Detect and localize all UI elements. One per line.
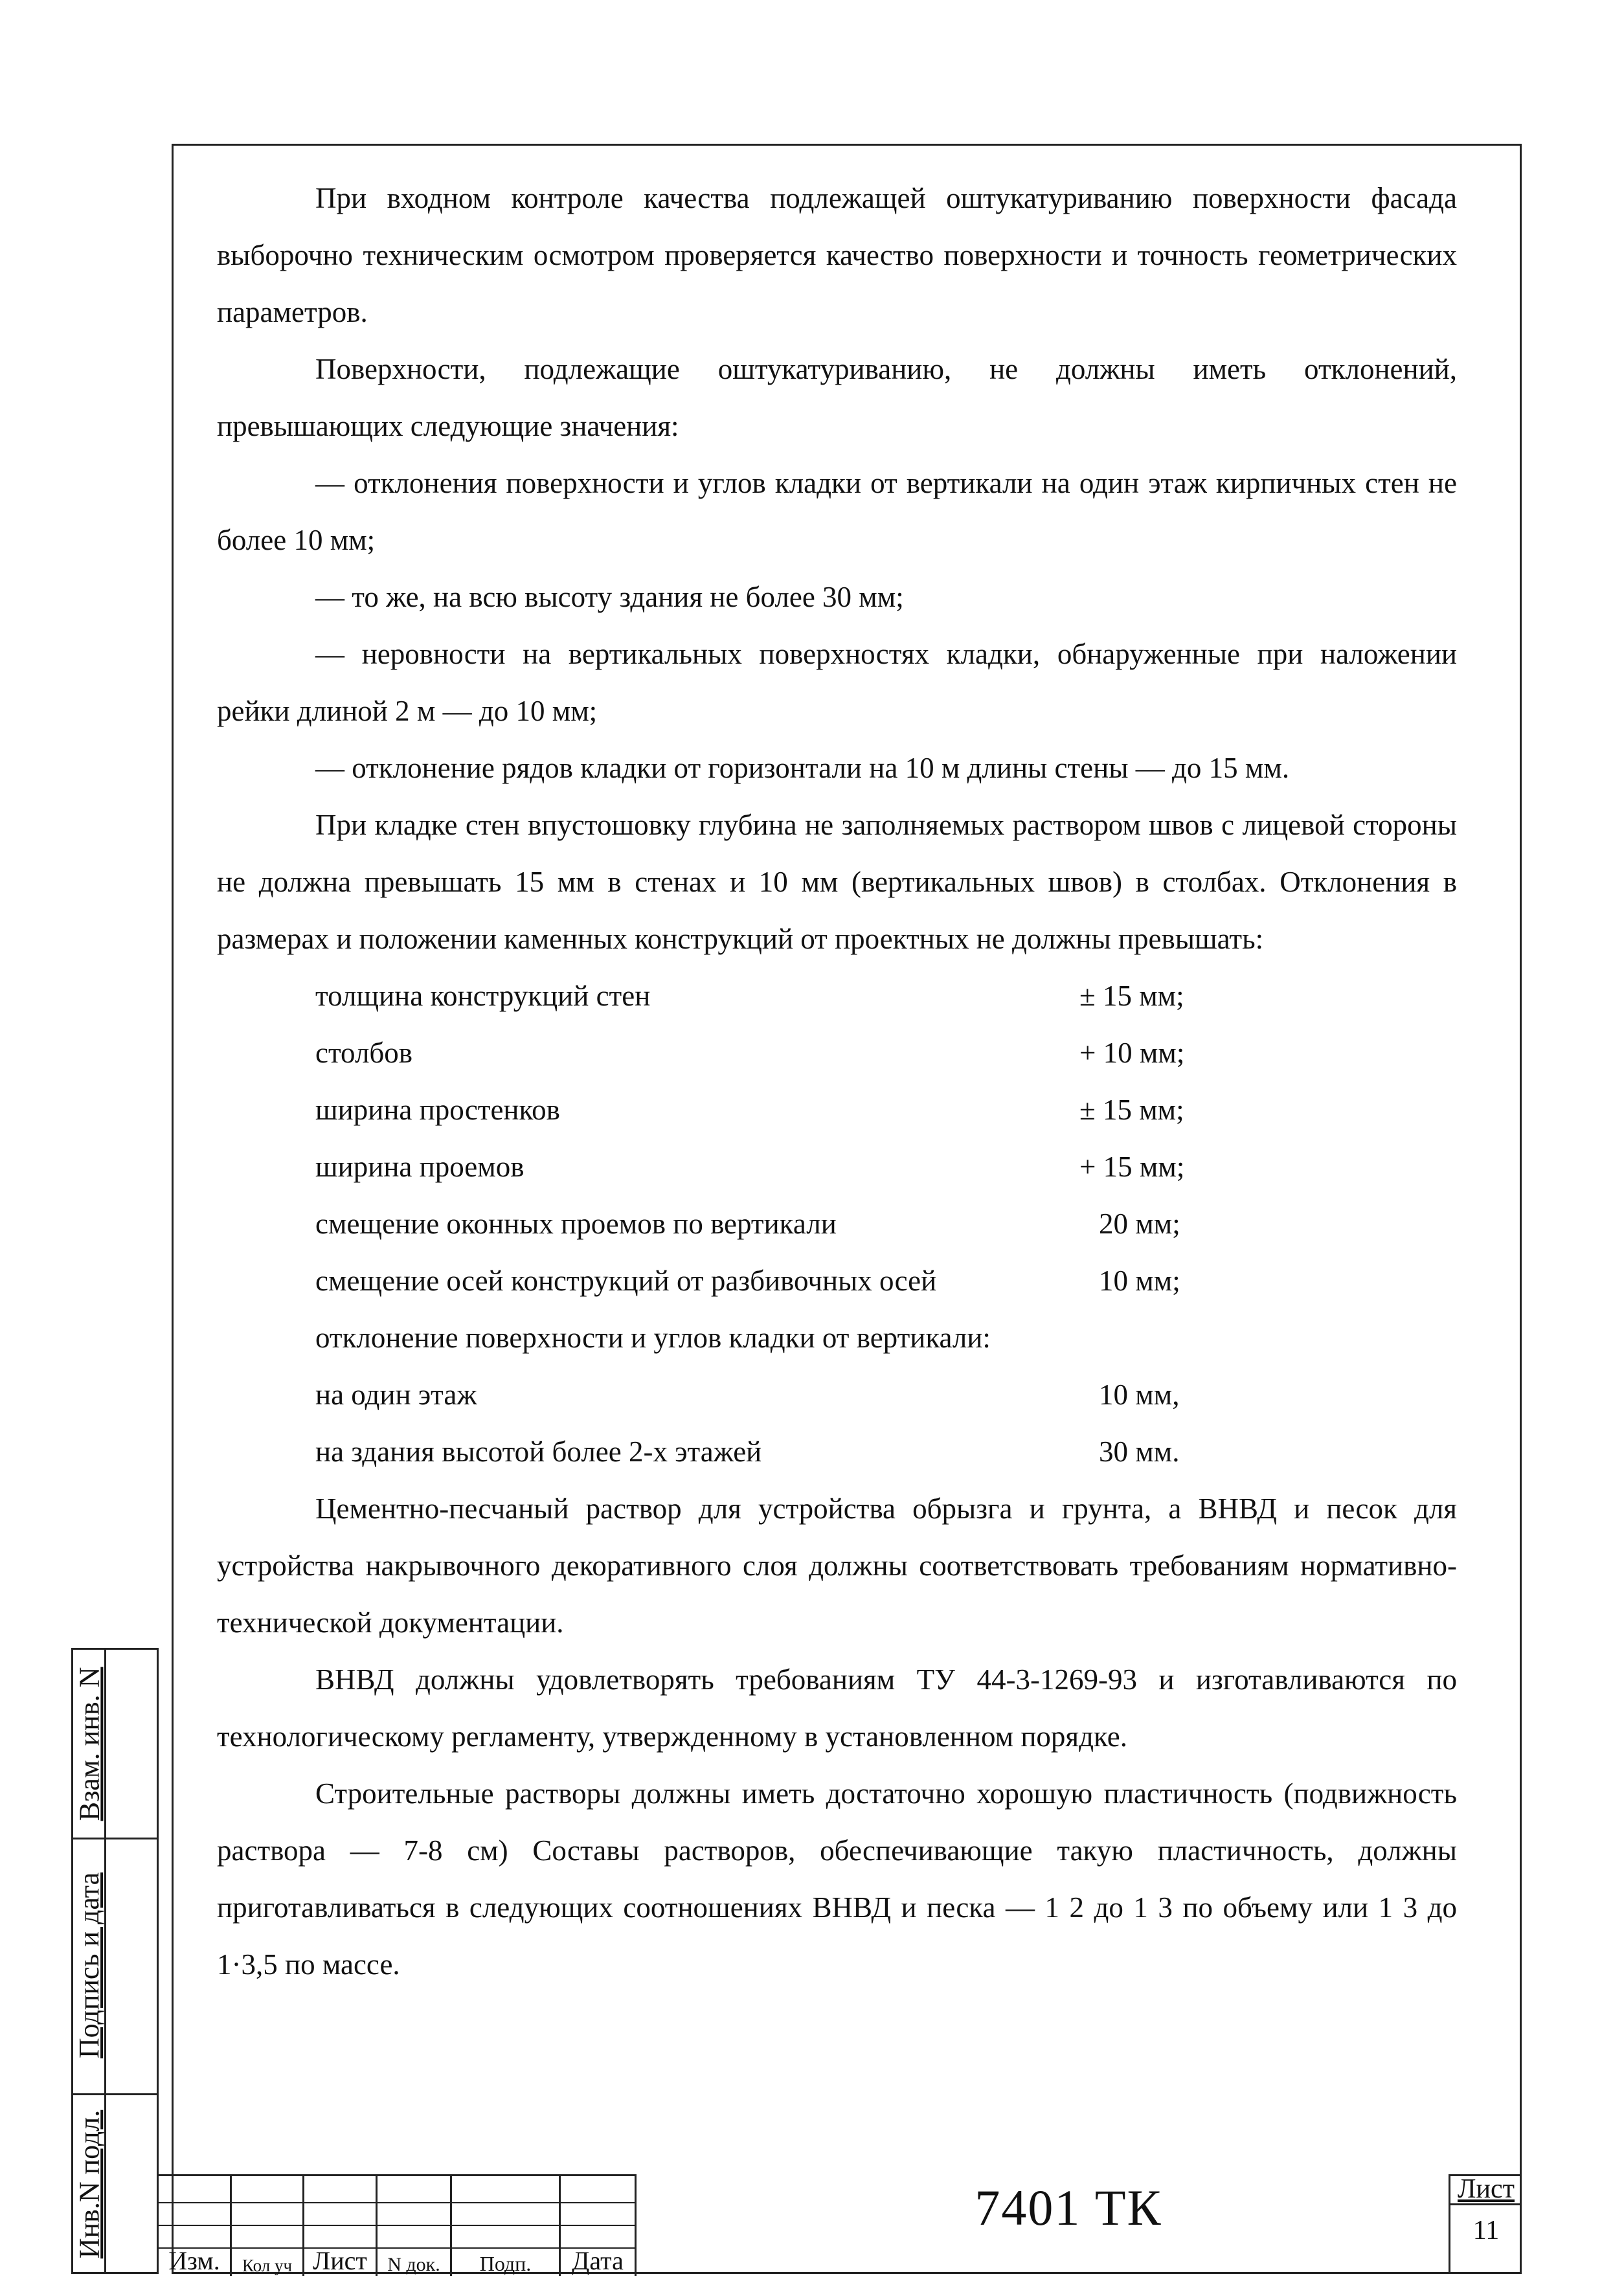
paragraph-hollow-joint-masonry: При кладке стен впустошовку глубина не заполняемых раствором швов с лицевой стороны не должна превышать 15 мм в стенах и 10 мм (вертикальных швов) в столбах. Отклонения в размерах и положении каменных конструкций от проектных не должны превышать: (217, 809, 1457, 955)
title-block-grid (159, 2174, 637, 2274)
list-item-unevenness: — неровности на вертикальных поверхностях кладки, обнаруженные при наложении рейки длиной 2 м — до 10 мм; (217, 638, 1457, 727)
paragraph-cement-sand-mortar: Цементно-песчаный раствор для устройства обрызга и грунта, а ВНВД и песок для устройства накрывочного декоративного слоя должны соответствовать требованиям нормативно-технической документации. (217, 1492, 1457, 1639)
header-signature: Подп. (479, 2252, 532, 2275)
tolerance-table (217, 967, 1457, 1480)
paragraph-vnvd-specification: ВНВД должны удовлетворять требованиям ТУ 44-3-1269-93 и изготавливаются по технологическому регламенту, утвержденному в установленном порядке. (217, 1663, 1457, 1753)
tolerance-value: 30 мм. (1099, 1435, 1180, 1468)
tolerance-row (217, 1423, 1457, 1480)
side-label-replacement-inventory: Взам. инв. N (73, 1667, 106, 1821)
list-item-row-deviation: — отклонение рядов кладки от горизонтали на 10 м длины стены — до 15 мм. (315, 752, 1290, 784)
tolerance-row (217, 1081, 1457, 1138)
paragraph-mortar-plasticity: Строительные растворы должны иметь достаточно хорошую пластичность (подвижность раствора — 7-8 см) Составы растворов, обеспечивающие такую пластичность, должны приготавливаться в следующих соотношениях ВНВД и песка — 1 2 до 1 3 по объему или 1 3 до 1·3,5 по массе. (217, 1777, 1457, 1981)
header-quantity: Кол уч (242, 2256, 293, 2275)
header-revision: Изм. (168, 2246, 220, 2275)
tolerance-label: смещение осей конструкций от разбивочных осей (315, 1265, 937, 1297)
list-item-deviation-per-floor: — отклонения поверхности и углов кладки от вертикали на один этаж кирпичных стен не более 10 мм; (217, 467, 1457, 556)
tolerance-label: смещение оконных проемов по вертикали (315, 1208, 837, 1240)
tolerance-value: 20 мм; (1099, 1208, 1180, 1240)
tolerance-label: на один этаж (315, 1378, 477, 1411)
tolerance-row (217, 1024, 1457, 1081)
header-date: Дата (572, 2246, 624, 2275)
tolerance-label: ширина проемов (315, 1151, 524, 1183)
sheet-label: Лист (1458, 2174, 1515, 2204)
list-item-deviation-full-height: — то же, на всю высоту здания не более 30 мм; (315, 581, 904, 613)
paragraph-intake-control: При входном контроле качества подлежащей оштукатуриванию поверхности фасада выборочно техническим осмотром проверяется качество поверхности и точность геометрических параметров. (217, 182, 1457, 328)
header-sheet: Лист (313, 2246, 367, 2275)
side-label-signature-date: Подпись и дата (73, 1872, 106, 2059)
tolerance-value: + 15 мм; (1079, 1151, 1185, 1183)
tolerance-label: столбов (315, 1037, 413, 1069)
tolerance-row (217, 1309, 1457, 1366)
tolerance-row (217, 1252, 1457, 1309)
tolerance-label: отклонение поверхности и углов кладки от вертикали: (315, 1321, 991, 1354)
sheet-number: 11 (1472, 2216, 1500, 2245)
tolerance-value: 10 мм, (1099, 1378, 1180, 1411)
sheet-number-box (1449, 2174, 1522, 2274)
side-label-original-inventory: Инв.N подл. (73, 2109, 106, 2258)
tolerance-value: 10 мм; (1099, 1265, 1180, 1297)
paragraph-surface-requirements: Поверхности, подлежащие оштукатуриванию, не должны иметь отклонений, превышающих следующие значения: (217, 353, 1457, 442)
tolerance-row (217, 1138, 1457, 1195)
tolerance-row (217, 967, 1457, 1024)
tolerance-label: на здания высотой более 2-х этажей (315, 1435, 762, 1468)
tolerance-row (217, 1195, 1457, 1252)
header-doc-number: N док. (387, 2254, 440, 2275)
tolerance-value: ± 15 мм; (1079, 980, 1184, 1012)
document-body (217, 170, 1457, 1993)
tolerance-row (217, 1366, 1457, 1423)
tolerance-value: + 10 мм; (1079, 1037, 1185, 1069)
tolerance-label: ширина простенков (315, 1094, 560, 1126)
document-code: 7401 ТК (975, 2179, 1162, 2236)
side-approval-strip (71, 1648, 159, 2274)
tolerance-value: ± 15 мм; (1079, 1094, 1184, 1126)
tolerance-label: толщина конструкций стен (315, 980, 651, 1012)
